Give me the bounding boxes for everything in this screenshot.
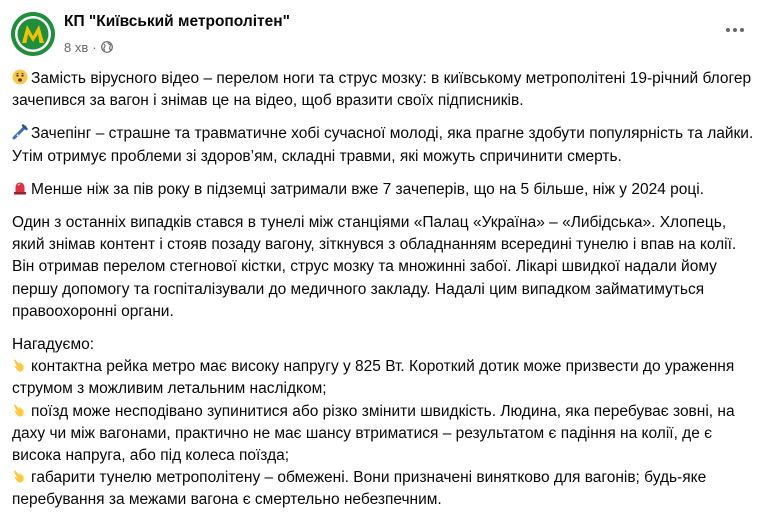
post-paragraph (12, 68, 754, 112)
pointing-hand-icon (12, 468, 28, 484)
pointing-hand-icon (12, 402, 28, 418)
page-author-name[interactable]: КП "Київський метрополітен" (64, 13, 290, 30)
pointing-hand-icon (12, 357, 28, 373)
reminder-text: габарити тунелю метрополітену – обмежені. Вони призначені винятково для вагонів; будь-яке перебування за межами вагона є смертельно небезпечним. (12, 469, 707, 509)
more-dot-icon (733, 28, 737, 32)
post-body (12, 68, 754, 512)
post-paragraph (12, 123, 754, 167)
paragraph-text: Зачепінг – страшне та травматичне хобі сучасної молоді, яка прагне здобути популярність та лайки. Утім отримує проблеми зі здоров’ям, складні травми, які можуть спричинити смерть. (12, 125, 754, 165)
post-paragraph (12, 179, 754, 201)
more-options-button[interactable] (717, 20, 753, 40)
more-dot-icon (740, 28, 744, 32)
avatar[interactable] (11, 12, 55, 56)
post-meta (64, 39, 113, 55)
worried-face-icon (12, 69, 28, 85)
paragraph-text: Менше ніж за пів року в підземці затримали вже 7 зачеперів, що на 5 більше, ніж у 2024 році. (31, 180, 704, 198)
paragraph-text: Замість вірусного відео – перелом ноги та струс мозку: в київському метрополітені 19-річний блогер зачепився за вагон і знімав це на відео, щоб вразити своїх підписників. (12, 70, 752, 110)
metro-logo-icon (11, 12, 55, 56)
post-paragraph (12, 212, 754, 323)
reminder-text: поїзд може несподівано зупинитися або різко змінити швидкість. Людина, яка перебуває зовні, на даху чи між вагонами, практично не має шансу втриматися – результатом є падіння на колії, де є висока напруга, або під колеса поїзда; (12, 402, 735, 465)
reminder-item (12, 401, 754, 468)
post-header (11, 12, 753, 62)
more-dot-icon (726, 28, 730, 32)
meta-separator: · (92, 39, 97, 55)
reminder-item (12, 467, 754, 511)
reminder-item (12, 356, 754, 400)
reminder-text: контактна рейка метро має високу напругу у 825 Вт. Короткий дотик може призвести до ураження струмом з можливим летальним наслідком; (12, 358, 735, 398)
paragraph-text: Один з останніх випадків стався в тунелі між станціями «Палац «Україна» – «Либідська». Хлопець, який знімав контент і стояв позаду вагону, зіткнувся з обладнанням всередині тунелю і впав на колії. Він отримав перелом стегнової кістки, струс мозку та множинні забої. Лікарі швидкої надали йому першу допомогу та госпіталізували до медичного закладу. Надалі цим випадком займатимуться правоохоронні органи. (12, 214, 737, 320)
crutch-icon (12, 124, 28, 140)
reminder-title: Нагадуємо: (12, 336, 95, 354)
post-time[interactable]: 8 хв (64, 39, 89, 55)
globe-icon (101, 41, 113, 53)
warning-light-icon (12, 180, 28, 196)
